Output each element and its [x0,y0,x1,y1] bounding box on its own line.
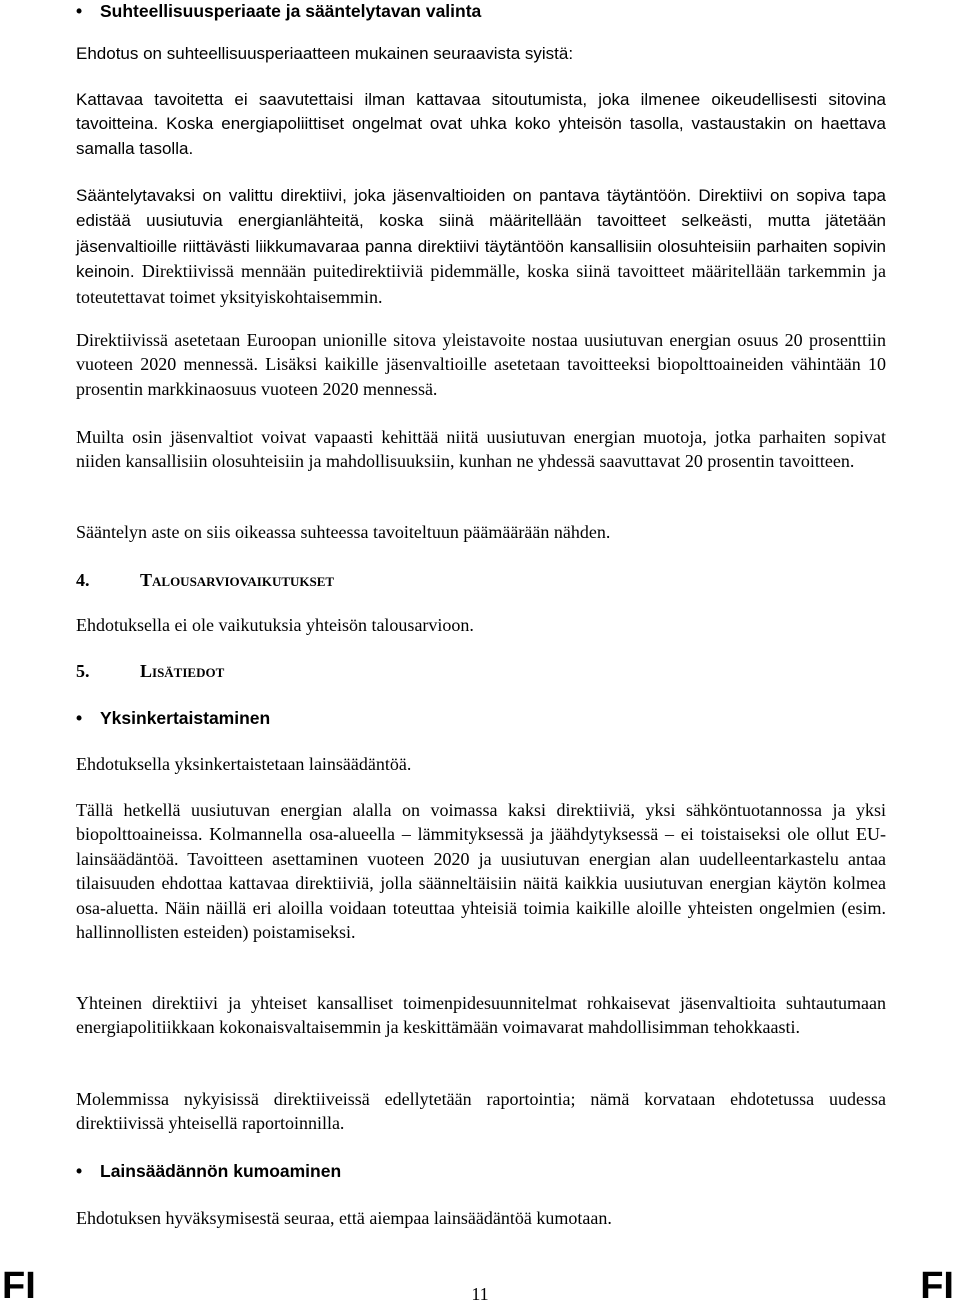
footer-language-code-left: FI [2,1265,36,1307]
footer-language-code-right: FI [920,1265,954,1307]
section-4-number: 4. [76,570,90,590]
section-5-number: 5. [76,661,90,681]
paragraph-regulation-level: Sääntelyn aste on siis oikeassa suhteessa tavoiteltuun päämäärään nähden. [76,522,611,542]
section-5-title: Lisätiedot [140,661,225,681]
page-number: 11 [471,1284,489,1304]
bullet-icon: • [76,1,83,21]
paragraph-directive-choice-lead: Sääntelytavaksi on valittu direktiivi, joka jäsenvaltioiden on pantava täytäntöön. [76,186,692,205]
paragraph-current-directives: Tällä hetkellä uusiutuvan energian alalla on voimassa kaksi direktiiviä, yksi sähköntuotannossa ja yksi biopolttoaineissa. Kolmannella osa-alueella – lämmityksessä ja jäähdytyksessä – ei toistaiseksi ole ollut EU-lainsäädäntöä. Tavoitteen asettaminen vuoteen 2020 ja uusiutuvan energian alan uudelleentarkastelu antaa tilaisuuden ehdottaa kattavaa direktiiviä, jolla säänneltäisiin näitä kaikkia uusiutuvan energian käytön kolmea osa-aluetta. Näin näillä eri aloilla voidaan toteuttaa yhteisiä toimia kaikille aloille yhteisten ongelmien (esim. hallinnollisten esteiden) poistamiseksi. [76,800,886,943]
paragraph-reporting: Molemmissa nykyisissä direktiiveissä edellytetään raportointia; nämä korvataan ehdotetussa uudessa direktiivissä yhteisellä raportoinnilla. [76,1089,886,1134]
paragraph-binding-targets: Kattavaa tavoitetta ei saavutettaisi ilman kattavaa sitoutumista, joka ilmenee oikeudellisesti sitovina tavoitteina. Koska energiapoliittiset ongelmat ovat uhka koko yhteisön tasolla, vastaustakin on haettava samalla tasolla. [76,90,886,158]
paragraph-simplification: Ehdotuksella yksinkertaistetaan lainsäädäntöä. [76,754,412,774]
paragraph-directive-choice-detail: Direktiivissä mennään puitedirektiiviä pidemmälle, koska siinä tavoitteet määritellään tarkemmin ja toteutettavat toimet yksityiskohtaisemmin. [76,261,886,307]
bullet-icon: • [76,708,83,728]
paragraph-budget: Ehdotuksella ei ole vaikutuksia yhteisön talousarvioon. [76,615,474,635]
section-4-title: Talousarviovaikutukset [140,570,335,590]
paragraph-eu-target: Direktiivissä asetetaan Euroopan unionille sitova yleistavoite nostaa uusiutuvan energian osuus 20 prosenttiin vuoteen 2020 mennessä. Lisäksi kaikille jäsenvaltioille asetetaan tavoitteeksi biopolttoaineiden vähintään 10 prosentin markkinaosuus vuoteen 2020 mennessä. [76,330,886,399]
bullet-icon: • [76,1161,83,1181]
paragraph-directive-choice-reason: Direktiivi on sopiva tapa edistää uusiutuvia energianlähteitä, koska siinä määritellään tavoitteet selkeästi, mutta jätetään jäsenvaltioille riittävästi liikkumavaraa panna direktiivi täytäntöön kansallisiin olosuhteisiin parhaiten sopivin keinoin. [76,186,887,282]
paragraph-directive-choice [76,183,886,309]
paragraph-repeal: Ehdotuksen hyväksymisestä seuraa, että aiempaa lainsäädäntöä kumotaan. [76,1208,612,1228]
paragraph-common-directive: Yhteinen direktiivi ja yhteiset kansalliset toimenpidesuunnitelmat rohkaisevat jäsenvaltioita suhtautumaan energiapolitiikkaan kokonaisvaltaisemmin ja keskittämään voimavarat mahdollisimman tehokkaasti. [76,993,886,1038]
paragraph-intro: Ehdotus on suhteellisuusperiaatteen mukainen seuraavista syistä: [76,44,574,63]
paragraph-member-states: Muilta osin jäsenvaltiot voivat vapaasti kehittää niitä uusiutuvan energian muotoja, jotka parhaiten sopivat niiden kansallisiin olosuhteisiin ja mahdollisuuksiin, kunhan ne yhdessä saavuttavat 20 prosentin tavoitteen. [76,427,886,472]
